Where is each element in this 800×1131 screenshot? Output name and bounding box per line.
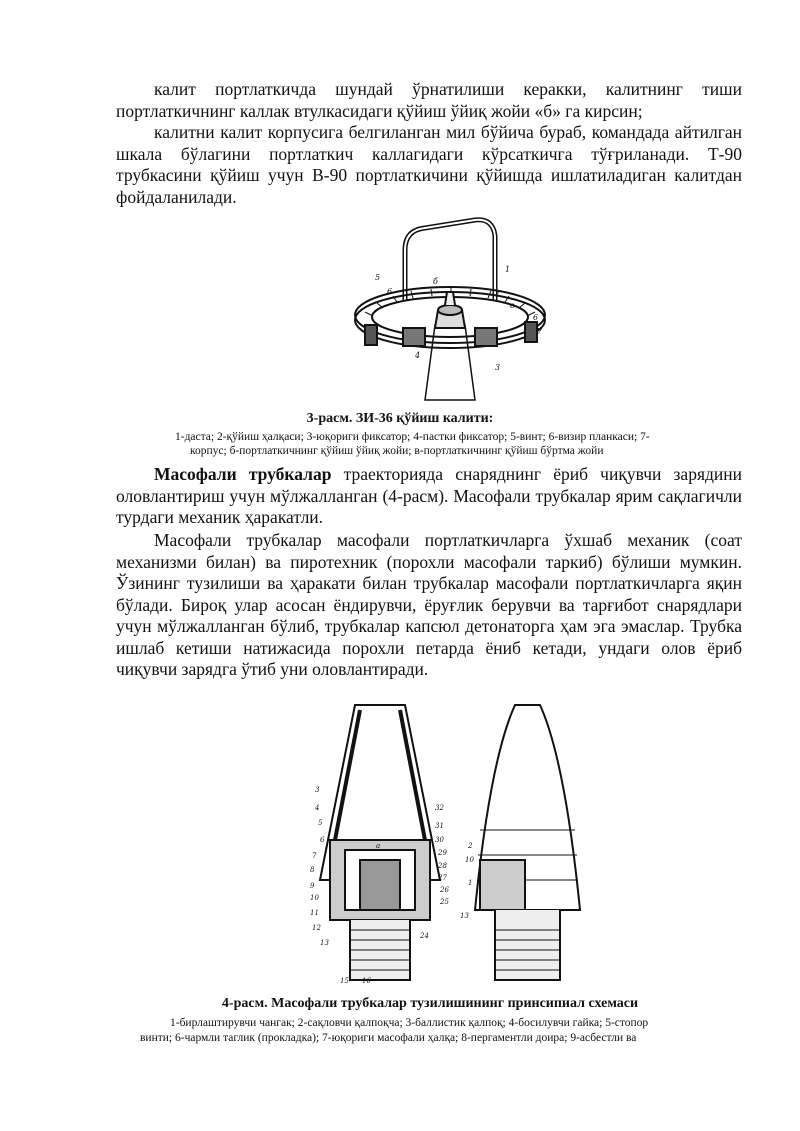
figure-4-right-label-2: 2 [468,842,473,850]
figure-3-label-7: 7 [537,327,543,336]
distance-tube-drawing [300,700,590,990]
figure-4-distance-tube-schematics [300,700,590,990]
figure-4-right-label-13: 13 [460,912,469,920]
figure-4-legend-line-2: винти; 6-чармли таглик (прокладка); 7-юқориги масофали ҳалқа; 8-пергаментли доира; 9-асбестли ва [140,1032,637,1044]
paragraph-1: калит портлаткичда шундай ўрнатилиши керакки, калитнинг тиши портлаткичнинг каллак втулкасидаги қўйиш ўйиқ жойи «б» га кирсин; [116,79,742,121]
figure-4-label-29: 29 [438,849,447,857]
figure-3-label-6b: 6 [533,313,539,322]
setting-key-drawing [345,210,555,410]
figure-3-legend-line-2: корпус; б-портлаткичнинг қўйиш ўйиқ жойи; в-портлаткичнинг қўйиш бўртма жойи [190,445,604,457]
figure-4-label-9: 9 [310,882,315,890]
figure-4-label-a: a [376,842,381,850]
figure-4-label-31: 31 [435,822,444,830]
figure-4-label-10: 10 [310,894,319,902]
paragraph-3-text: траекторияда снаряднинг ёриб чиқувчи зарядини оловлантириш учун мўлжалланган (4-расм). Масофали трубкалар ярим сақлагичли турдаги механик ҳаракатли. [116,464,742,527]
figure-4-title: 4-расм. Масофали трубкалар тузилишининг принсипиал схемаси [221,996,639,1011]
figure-4-label-16: 16 [362,977,371,985]
figure-4-label-4: 4 [315,804,320,812]
figure-3-legend-line-1: 1-даста; 2-қўйиш ҳалқаси; 3-юқориги фиксатор; 4-пастки фиксатор; 5-винт; 6-визир планкаси; 7- [175,431,650,443]
figure-3-label-3: 3 [495,363,501,372]
figure-4-label-7: 7 [312,852,317,860]
figure-4-label-28: 28 [438,862,447,870]
term-distance-tubes: Масофали трубкалар [154,464,332,484]
figure-3-label-1: 1 [505,265,511,274]
figure-3-title: 3-расм. ЗИ-36 қўйиш калити: [306,411,494,426]
figure-4-right-label-1: 1 [468,879,473,887]
figure-4-label-15: 15 [340,977,349,985]
figure-4-label-11: 11 [310,909,319,917]
figure-3-setting-key-illustration [345,210,555,410]
figure-4-label-5: 5 [318,819,323,827]
figure-4-label-24: 24 [420,932,429,940]
figure-3-label-4: 4 [415,351,421,360]
figure-4-label-13: 13 [320,939,329,947]
paragraph-4: Масофали трубкалар масофали портлаткичларга ўхшаб механик (соат механизми билан) ва пиротехник (порохли масофали таркиб) бўлиши мумкин. Ўзининг тузилиши ва ҳаракати билан трубкалар масофали портлаткичларга яқин бўлади. Бироқ улар асосан ёндирувчи, ёруғлик берувчи ва тарғибот снарядлари учун мўлжалланган бўлиб, трубкалар капсюл детонаторга ҳам эга эмаслар. Трубка ишлаб кетиши натижасида порохли петарда ёниб кетади, ундаги олов ёриб чиқувчи зарядга ўтиб уни оловлантиради. [116,530,742,679]
figure-4-label-6: 6 [320,836,325,844]
figure-3-label-5: 5 [375,273,381,282]
figure-4-label-8: 8 [310,866,315,874]
figure-4-label-25: 25 [440,898,449,906]
figure-3-label-b: б [433,277,438,286]
paragraph-2: калитни калит корпусига белгиланган мил бўйича бураб, командада айтилган шкала бўлагини портлаткич каллагидаги кўрсаткичга тўғриланади. Т-90 трубкасини қўйиш учун В-90 портлаткичини қўйишда ишлатиладиган калитдан фойдаланилади. [116,122,742,207]
figure-4-label-27: 27 [438,874,447,882]
figure-4-right-label-10: 10 [465,856,474,864]
figure-4-label-3: 3 [315,786,320,794]
figure-3-label-6: 6 [387,287,393,296]
figure-4-legend-line-1: 1-бирлаштирувчи чангак; 2-сақловчи қалпоқча; 3-баллистик қалпоқ; 4-босилувчи гайка; 5-стопор [170,1017,649,1029]
figure-4-label-12: 12 [312,924,321,932]
figure-4-label-30: 30 [435,836,444,844]
figure-3-label-v: в [510,301,515,310]
figure-3-label-2: 2 [495,289,501,298]
figure-4-label-32: 32 [435,804,444,812]
figure-4-label-26: 26 [440,886,449,894]
paragraph-3 [116,464,742,529]
